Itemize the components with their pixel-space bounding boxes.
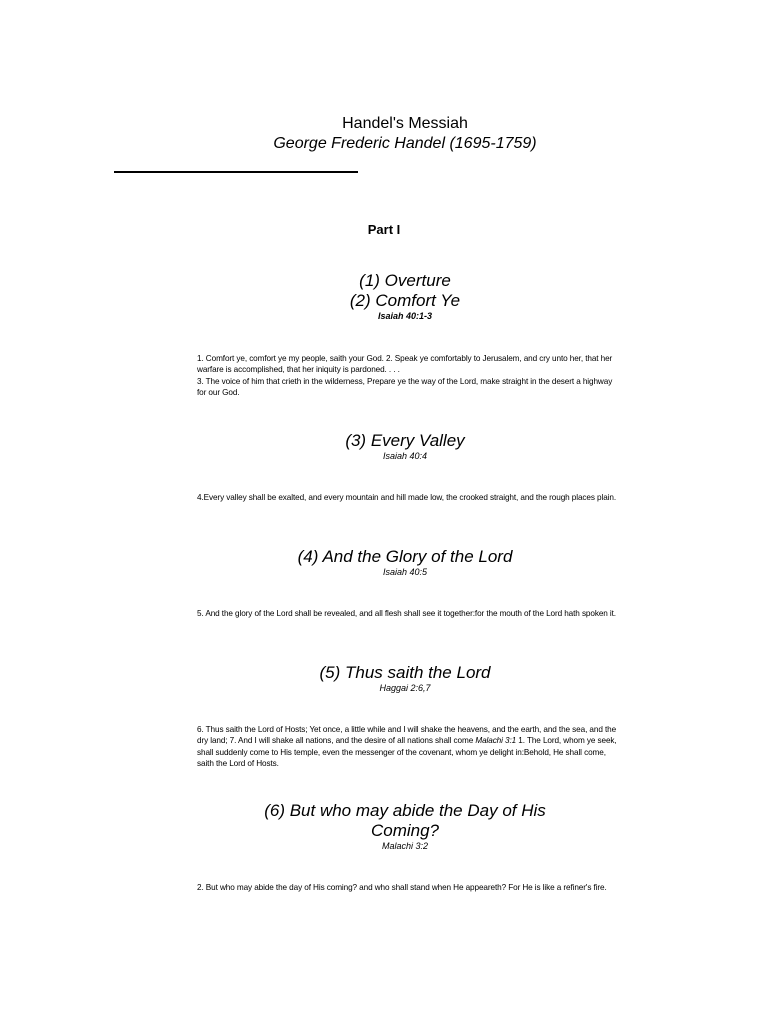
section-title: (4) And the Glory of the Lord: [297, 547, 513, 566]
verse-text: 4.Every valley shall be exalted, and every mountain and hill made low, the crooked straight, and the rough places plain.: [197, 493, 617, 502]
section-text-who-may-abide: [197, 882, 617, 893]
scripture-reference: Isaiah 40:4: [382, 451, 428, 461]
document-title-block: [0, 114, 768, 154]
verse-text: 1. Comfort ye, comfort ye my people, saith your God. 2. Speak ye comfortably to Jerusalem, and cry unto her, that her warfare is accomplished, that her iniquity is pardoned. . . .: [197, 354, 613, 375]
section-text-thus-saith: [197, 724, 617, 770]
scripture-reference: Isaiah 40:1-3: [377, 311, 433, 321]
verse-text-part: 6. Thus saith the Lord of Hosts; Yet once, a little while and I will shake the heavens, and the earth, and the sea, and the dry land; 7. And I will shake all nations, and the desire of all nations shall come: [197, 725, 617, 746]
section-text-every-valley: [197, 492, 617, 503]
scripture-reference: Haggai 2:6,7: [379, 683, 431, 693]
section-heading-who-may-abide: [0, 801, 768, 852]
scripture-reference: Malachi 3:2: [381, 841, 429, 851]
scripture-reference: Isaiah 40:5: [382, 567, 428, 577]
section-heading-every-valley: [0, 431, 768, 462]
inline-scripture-reference: Malachi 3:1: [475, 736, 517, 746]
section-text-glory: [197, 608, 617, 619]
verse-text: [197, 724, 617, 770]
section-title: Coming?: [370, 821, 440, 840]
part-label: Part I: [367, 222, 401, 237]
section-title: (5) Thus saith the Lord: [319, 663, 491, 682]
section-title: (6) But who may abide the Day of His: [264, 801, 546, 820]
verse-text: 2. But who may abide the day of His coming? and who shall stand when He appeareth? For He is like a refiner's fire.: [197, 883, 607, 892]
verse-text: 5. And the glory of the Lord shall be revealed, and all flesh shall see it together:for the mouth of the Lord hath spoken it.: [197, 609, 616, 618]
section-heading-overture-comfort: [0, 271, 768, 322]
title-divider: [114, 171, 358, 173]
section-text-comfort: [197, 353, 617, 399]
section-heading-thus-saith: [0, 663, 768, 694]
section-title: (2) Comfort Ye: [349, 291, 461, 310]
document-subtitle: George Frederic Handel (1695-1759): [273, 135, 537, 152]
verse-text-part: 1. The Lord, whom ye seek, shall suddenly come to His temple, even the messenger of the covenant, whom ye delight in:Behold, He shall come, saith the Lord of Hosts.: [197, 736, 617, 769]
verse-text: 3. The voice of him that crieth in the wilderness, Prepare ye the way of the Lord, make straight in the desert a highway for our God.: [197, 376, 613, 398]
document-title: Handel's Messiah: [342, 115, 468, 132]
section-title: (3) Every Valley: [345, 431, 465, 450]
section-heading-glory: [0, 547, 768, 578]
section-title: (1) Overture: [359, 271, 451, 290]
